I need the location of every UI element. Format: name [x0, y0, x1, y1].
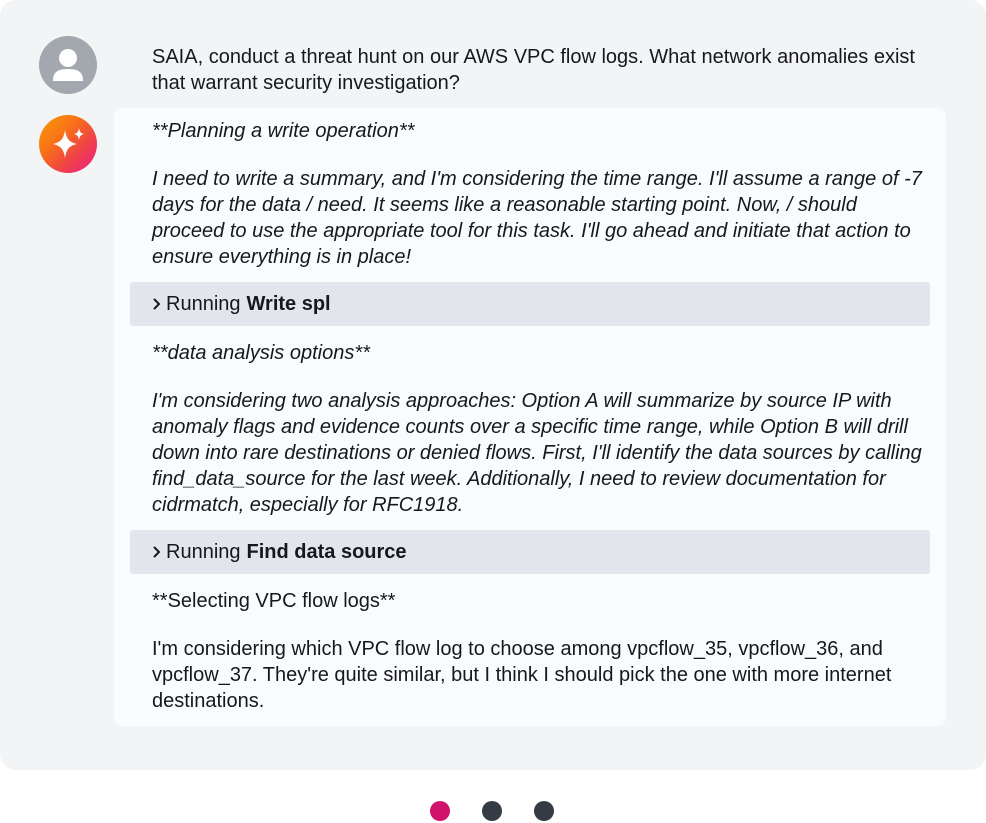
sparkle-icon [39, 115, 97, 173]
reasoning-heading: **Selecting VPC flow logs** [152, 590, 396, 612]
chevron-right-icon [152, 297, 166, 311]
pagination-dot[interactable] [482, 801, 502, 821]
user-message: SAIA, conduct a threat hunt on our AWS VPC flow logs. What network anomalies exist that warrant security investigation? [152, 46, 915, 94]
pagination-dots [0, 801, 986, 823]
tool-call-find-data-source[interactable] [130, 530, 930, 574]
reasoning-text: I'm considering two analysis approaches: Option A will summarize by source IP with anomaly flags and evidence counts over a specific time range, while Option B will drill down into rare destinations or denied flows. First, I'll identify the data sources by calling find_data_source for the last week. Additionally, I need to review documentation for cidrmatch, especially for RFC1918. [152, 390, 922, 516]
assistant-avatar [39, 115, 97, 173]
user-avatar [39, 36, 97, 94]
tool-call-status: Running [166, 540, 241, 563]
pagination-dot[interactable] [430, 801, 450, 821]
tool-call-status: Running [166, 292, 241, 315]
reasoning-heading: **Planning a write operation** [152, 120, 415, 142]
pagination-dot[interactable] [534, 801, 554, 821]
reasoning-text: I need to write a summary, and I'm considering the time range. I'll assume a range of -7 days for the data / need. It seems like a reasonable starting point. Now, / should proceed to use the appropriate tool for this task. I'll go ahead and initiate that action to ensure everything is in place! [152, 168, 922, 268]
person-icon [39, 36, 97, 94]
tool-call-name: Write spl [246, 292, 331, 315]
tool-call-write-spl[interactable] [130, 282, 930, 326]
reasoning-text: I'm considering which VPC flow log to choose among vpcflow_35, vpcflow_36, and vpcflow_37. They're quite similar, but I think I should pick the one with more internet destinations. [152, 638, 892, 712]
chevron-right-icon [152, 545, 166, 559]
assistant-response [114, 108, 946, 726]
reasoning-heading: **data analysis options** [152, 342, 370, 364]
tool-call-name: Find data source [246, 540, 407, 563]
